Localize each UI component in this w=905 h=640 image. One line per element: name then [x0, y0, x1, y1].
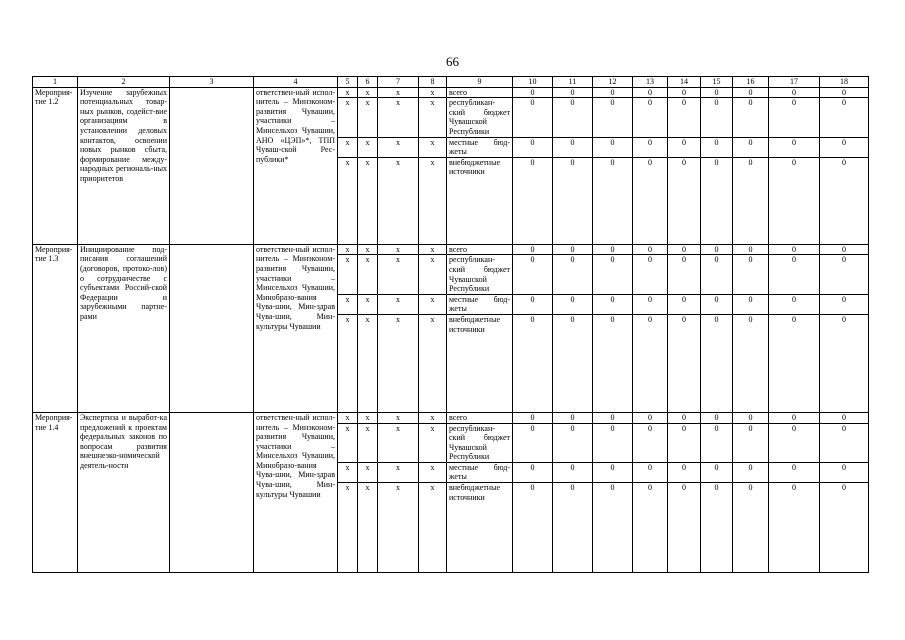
cell-c7: x: [378, 412, 419, 423]
cell-c8: x: [419, 423, 447, 462]
funding-source: внебюджетные источники: [447, 314, 513, 412]
funding-source: всего: [447, 412, 513, 423]
cell-value: 0: [513, 294, 553, 314]
cell-c8: x: [419, 244, 447, 255]
cell-value: 0: [513, 157, 553, 244]
cell-value: 0: [633, 137, 668, 157]
header-col-18: 18: [820, 77, 869, 88]
cell-c8: x: [419, 137, 447, 157]
cell-value: 0: [593, 412, 633, 423]
cell-value: 0: [701, 137, 733, 157]
financing-table: [32, 76, 869, 573]
cell-value: 0: [633, 423, 668, 462]
cell-value: 0: [733, 137, 769, 157]
measure-col3: [170, 87, 254, 244]
cell-value: 0: [513, 137, 553, 157]
cell-c6: x: [358, 255, 378, 294]
cell-value: 0: [593, 314, 633, 412]
cell-value: 0: [820, 483, 869, 573]
cell-value: 0: [633, 157, 668, 244]
cell-value: 0: [553, 255, 593, 294]
measure-executor: ответствен-ный испол-нитель – Минэконом-развития Чувашии, участники – Минсельхоз Чувашии, Минобразо-вания Чува-шии, Мин-здрав Чува-шии, Мин-культуры Чувашии: [254, 244, 338, 412]
cell-value: 0: [513, 462, 553, 482]
funding-source: всего: [447, 244, 513, 255]
cell-value: 0: [553, 98, 593, 137]
cell-value: 0: [553, 294, 593, 314]
cell-value: 0: [733, 255, 769, 294]
cell-value: 0: [820, 98, 869, 137]
funding-source: внебюджетные источники: [447, 157, 513, 244]
cell-value: 0: [769, 157, 820, 244]
cell-value: 0: [668, 87, 701, 98]
cell-value: 0: [633, 314, 668, 412]
cell-c8: x: [419, 462, 447, 482]
cell-value: 0: [820, 87, 869, 98]
cell-value: 0: [593, 423, 633, 462]
header-col-15: 15: [701, 77, 733, 88]
cell-value: 0: [553, 412, 593, 423]
cell-c6: x: [358, 294, 378, 314]
cell-value: 0: [668, 483, 701, 573]
cell-value: 0: [513, 98, 553, 137]
table-row: [33, 87, 869, 98]
cell-c8: x: [419, 98, 447, 137]
cell-value: 0: [820, 412, 869, 423]
cell-value: 0: [513, 244, 553, 255]
measure-executor: ответствен-ный испол-нитель – Минэконом-развития Чувашии, участники – Минсельхоз Чувашии, Минобразо-вания Чува-шии, Мин-здрав Чува-шии, Мин-культуры Чувашии: [254, 412, 338, 572]
cell-value: 0: [593, 462, 633, 482]
cell-c8: x: [419, 255, 447, 294]
cell-value: 0: [553, 87, 593, 98]
cell-c6: x: [358, 87, 378, 98]
header-col-3: 3: [170, 77, 254, 88]
cell-c7: x: [378, 255, 419, 294]
cell-c7: x: [378, 483, 419, 573]
cell-value: 0: [701, 244, 733, 255]
measure-name: Экспертиза и выработ-ка предложений к проектам федеральных законов по вопросам развития внешнеэко-номической деятель-ности: [78, 412, 170, 572]
cell-value: 0: [769, 314, 820, 412]
cell-value: 0: [701, 412, 733, 423]
header-col-14: 14: [668, 77, 701, 88]
header-col-5: 5: [338, 77, 358, 88]
cell-c7: x: [378, 98, 419, 137]
cell-value: 0: [593, 255, 633, 294]
funding-source: внебюджетные источники: [447, 483, 513, 573]
cell-value: 0: [733, 314, 769, 412]
funding-source: республикан-ский бюджет Чувашской Республики: [447, 255, 513, 294]
cell-c7: x: [378, 294, 419, 314]
cell-value: 0: [668, 137, 701, 157]
cell-value: 0: [769, 244, 820, 255]
cell-value: 0: [733, 98, 769, 137]
measure-col3: [170, 412, 254, 572]
cell-c5: x: [338, 423, 358, 462]
cell-c5: x: [338, 87, 358, 98]
cell-value: 0: [513, 412, 553, 423]
cell-value: 0: [701, 157, 733, 244]
cell-value: 0: [513, 255, 553, 294]
cell-value: 0: [633, 244, 668, 255]
cell-value: 0: [769, 137, 820, 157]
cell-c6: x: [358, 423, 378, 462]
cell-c5: x: [338, 462, 358, 482]
header-col-12: 12: [593, 77, 633, 88]
cell-value: 0: [593, 98, 633, 137]
measure-id: Мероприя-тие 1.4: [33, 412, 78, 572]
cell-value: 0: [701, 423, 733, 462]
cell-c5: x: [338, 98, 358, 137]
cell-value: 0: [820, 244, 869, 255]
cell-value: 0: [633, 462, 668, 482]
cell-value: 0: [701, 294, 733, 314]
measure-executor: ответствен-ный испол-нитель – Минэконом-развития Чувашии, участники – Минсельхоз Чувашии, АНО «ЦЭП»*, ТПП Чуваш-ской Рес-публики*: [254, 87, 338, 244]
measure-col3: [170, 244, 254, 412]
cell-c6: x: [358, 137, 378, 157]
cell-c8: x: [419, 314, 447, 412]
cell-value: 0: [733, 412, 769, 423]
cell-c8: x: [419, 483, 447, 573]
cell-value: 0: [668, 157, 701, 244]
funding-source: местные бюд-жеты: [447, 137, 513, 157]
header-col-4: 4: [254, 77, 338, 88]
cell-value: 0: [733, 483, 769, 573]
cell-c6: x: [358, 412, 378, 423]
header-col-1: 1: [33, 77, 78, 88]
cell-value: 0: [668, 423, 701, 462]
cell-value: 0: [769, 98, 820, 137]
funding-source: местные бюд-жеты: [447, 462, 513, 482]
cell-value: 0: [553, 483, 593, 573]
cell-value: 0: [769, 87, 820, 98]
cell-c6: x: [358, 244, 378, 255]
cell-value: 0: [633, 87, 668, 98]
cell-value: 0: [701, 98, 733, 137]
cell-c6: x: [358, 462, 378, 482]
cell-value: 0: [633, 98, 668, 137]
page-number: 66: [446, 54, 459, 69]
table-row: [33, 412, 869, 423]
cell-value: 0: [668, 244, 701, 255]
cell-value: 0: [668, 314, 701, 412]
measure-id: Мероприя-тие 1.2: [33, 87, 78, 244]
cell-value: 0: [633, 483, 668, 573]
cell-value: 0: [668, 462, 701, 482]
cell-value: 0: [701, 314, 733, 412]
header-col-2: 2: [78, 77, 170, 88]
cell-c8: x: [419, 157, 447, 244]
cell-value: 0: [733, 294, 769, 314]
cell-value: 0: [553, 244, 593, 255]
cell-c8: x: [419, 87, 447, 98]
cell-value: 0: [513, 314, 553, 412]
cell-c8: x: [419, 294, 447, 314]
cell-c5: x: [338, 412, 358, 423]
funding-source: республикан-ский бюджет Чувашской Республики: [447, 423, 513, 462]
cell-value: 0: [553, 423, 593, 462]
measure-name: Инициирование под-писания соглашений (договоров, протоко-лов) о сотрудничестве с субъектами Россий-ской Федерации и зарубежными партне-рами: [78, 244, 170, 412]
cell-c7: x: [378, 87, 419, 98]
cell-value: 0: [553, 157, 593, 244]
cell-value: 0: [701, 87, 733, 98]
cell-c5: x: [338, 157, 358, 244]
cell-value: 0: [769, 294, 820, 314]
header-col-13: 13: [633, 77, 668, 88]
cell-value: 0: [513, 483, 553, 573]
cell-value: 0: [668, 255, 701, 294]
cell-c6: x: [358, 314, 378, 412]
cell-value: 0: [733, 157, 769, 244]
cell-value: 0: [769, 462, 820, 482]
header-col-7: 7: [378, 77, 419, 88]
cell-value: 0: [513, 423, 553, 462]
cell-value: 0: [769, 255, 820, 294]
cell-c6: x: [358, 483, 378, 573]
cell-value: 0: [513, 87, 553, 98]
cell-value: 0: [633, 294, 668, 314]
cell-value: 0: [820, 137, 869, 157]
header-col-6: 6: [358, 77, 378, 88]
header-col-10: 10: [513, 77, 553, 88]
header-col-17: 17: [769, 77, 820, 88]
cell-value: 0: [668, 294, 701, 314]
cell-c5: x: [338, 314, 358, 412]
cell-value: 0: [769, 483, 820, 573]
measure-name: Изучение зарубежных потенциальных товар-ных рынков, содейст-вие организациям в установлении деловых контактов, освоении новых рынков сбыта, формирование между-народных региональ-ных приоритетов: [78, 87, 170, 244]
cell-value: 0: [769, 423, 820, 462]
cell-c7: x: [378, 137, 419, 157]
cell-value: 0: [701, 255, 733, 294]
cell-c5: x: [338, 137, 358, 157]
cell-c7: x: [378, 423, 419, 462]
cell-value: 0: [769, 412, 820, 423]
cell-value: 0: [593, 137, 633, 157]
cell-value: 0: [820, 255, 869, 294]
cell-c7: x: [378, 462, 419, 482]
measure-id: Мероприя-тие 1.3: [33, 244, 78, 412]
cell-value: 0: [701, 483, 733, 573]
cell-c6: x: [358, 98, 378, 137]
funding-source: местные бюд-жеты: [447, 294, 513, 314]
cell-value: 0: [633, 412, 668, 423]
funding-source: всего: [447, 87, 513, 98]
cell-value: 0: [668, 412, 701, 423]
cell-c5: x: [338, 294, 358, 314]
cell-value: 0: [633, 255, 668, 294]
cell-value: 0: [733, 87, 769, 98]
cell-value: 0: [820, 157, 869, 244]
cell-value: 0: [593, 157, 633, 244]
cell-value: 0: [701, 462, 733, 482]
cell-value: 0: [820, 314, 869, 412]
cell-value: 0: [593, 87, 633, 98]
cell-value: 0: [820, 462, 869, 482]
cell-value: 0: [820, 423, 869, 462]
cell-c7: x: [378, 244, 419, 255]
cell-value: 0: [593, 483, 633, 573]
cell-value: 0: [553, 462, 593, 482]
table-row: [33, 244, 869, 255]
cell-c6: x: [358, 157, 378, 244]
cell-value: 0: [733, 244, 769, 255]
cell-value: 0: [668, 98, 701, 137]
header-col-8: 8: [419, 77, 447, 88]
cell-value: 0: [820, 294, 869, 314]
cell-c5: x: [338, 483, 358, 573]
cell-value: 0: [553, 314, 593, 412]
header-col-9: 9: [447, 77, 513, 88]
cell-value: 0: [593, 244, 633, 255]
header-row: [33, 77, 869, 88]
cell-c7: x: [378, 314, 419, 412]
cell-c5: x: [338, 244, 358, 255]
header-col-11: 11: [553, 77, 593, 88]
cell-value: 0: [593, 294, 633, 314]
header-col-16: 16: [733, 77, 769, 88]
cell-value: 0: [553, 137, 593, 157]
cell-value: 0: [733, 462, 769, 482]
funding-source: республикан-ский бюджет Чувашской Республики: [447, 98, 513, 137]
cell-value: 0: [733, 423, 769, 462]
cell-c8: x: [419, 412, 447, 423]
cell-c5: x: [338, 255, 358, 294]
cell-c7: x: [378, 157, 419, 244]
